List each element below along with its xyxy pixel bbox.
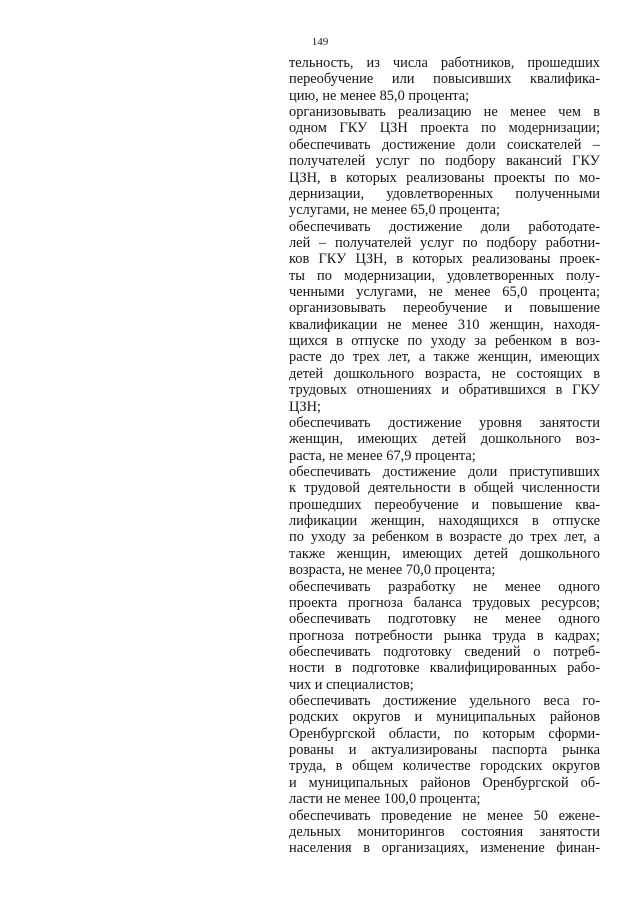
text-line: щихся в отпуске по уходу за ребенком в воз-	[289, 333, 600, 350]
text-line: тельность, из числа работников, прошедших	[289, 55, 600, 71]
text-line: населения в организациях, изменение финан-	[289, 840, 600, 857]
text-line: прошедших переобучение и повышение ква-	[289, 496, 600, 513]
text-line: одном ГКУ ЦЗН проекта по модернизации;	[289, 120, 600, 137]
text-line: квалификации не менее 310 женщин, находя-	[289, 316, 600, 333]
text-line: чих и специалистов;	[289, 676, 414, 693]
text-line: обеспечивать достижение доли приступивших	[289, 463, 600, 480]
text-line: переобучение или повысивших квалифика-	[289, 71, 600, 88]
text-line: и муниципальных районов Оренбургской об-	[289, 774, 600, 791]
text-line: обеспечивать достижение удельного веса го-	[289, 693, 600, 710]
text-line: возраста, не менее 70,0 процента;	[289, 562, 496, 579]
text-line: труда, в общем количестве городских округов	[289, 758, 600, 775]
text-line: ков ГКУ ЦЗН, в которых реализованы проек-	[289, 251, 600, 268]
text-line: проекта прогноза баланса трудовых ресурсов;	[289, 594, 600, 611]
text-line: ты по модернизации, удовлетворенных полу-	[289, 267, 600, 284]
text-line: лей – получателей услуг по подбору работни-	[289, 234, 600, 251]
text-line: рованы и актуализированы паспорта рынка	[289, 742, 600, 759]
text-line: ченными услугами, не менее 65,0 процента;	[289, 284, 600, 301]
text-line: обеспечивать достижение уровня занятости	[289, 414, 600, 431]
text-line: также женщин, имеющих детей дошкольного	[289, 545, 600, 562]
text-line: трудовых отношениях и обратившихся в ГКУ	[289, 382, 600, 399]
text-line: обеспечивать подготовку не менее одного	[289, 611, 600, 628]
text-line: к трудовой деятельности в общей численности	[289, 480, 600, 497]
text-line: ЦЗН;	[289, 398, 321, 415]
body-text-column	[289, 55, 600, 857]
text-line: раста, не менее 67,9 процента;	[289, 447, 476, 464]
text-line: организовывать переобучение и повышение	[289, 300, 600, 317]
text-line: детей дошкольного возраста, не состоящих в	[289, 365, 600, 382]
text-line: цию, не менее 85,0 процента;	[289, 87, 470, 104]
text-line: обеспечивать достижение доли работодате-	[289, 218, 600, 235]
text-line: ласти не менее 100,0 процента;	[289, 791, 481, 808]
text-line: дернизации, удовлетворенных полученными	[289, 185, 600, 202]
text-line: расте до трех лет, а также женщин, имеющих	[289, 349, 600, 366]
page-number: 149	[311, 36, 329, 48]
text-line: Оренбургской области, по которым сформи-	[289, 725, 600, 742]
text-line: обеспечивать проведение не менее 50 еженe-	[289, 807, 600, 824]
text-line: обеспечивать достижение доли соискателей –	[289, 136, 600, 153]
text-line: ности в подготовке квалифицированных рабо-	[289, 660, 600, 677]
text-line: родских округов и муниципальных районов	[289, 709, 600, 726]
text-line: женщин, имеющих детей дошкольного воз-	[289, 431, 600, 448]
text-line: дельных мониторингов состояния занятости	[289, 823, 600, 840]
text-line: обеспечивать разработку не менее одного	[289, 578, 600, 595]
text-line: обеспечивать подготовку сведений о потреб-	[289, 643, 600, 660]
text-line: лификации женщин, находящихся в отпуске	[289, 513, 600, 530]
text-line: по уходу за ребенком в возрасте до трех лет, а	[289, 529, 600, 546]
text-line: ЦЗН, в которых реализованы проекты по мо-	[289, 169, 600, 186]
text-line: услугами, не менее 65,0 процента;	[289, 202, 501, 219]
text-line: получателей услуг по подбору вакансий ГКУ	[289, 153, 600, 170]
text-line: организовывать реализацию не менее чем в	[289, 104, 600, 121]
text-line: прогноза потребности рынка труда в кадрах;	[289, 627, 600, 644]
